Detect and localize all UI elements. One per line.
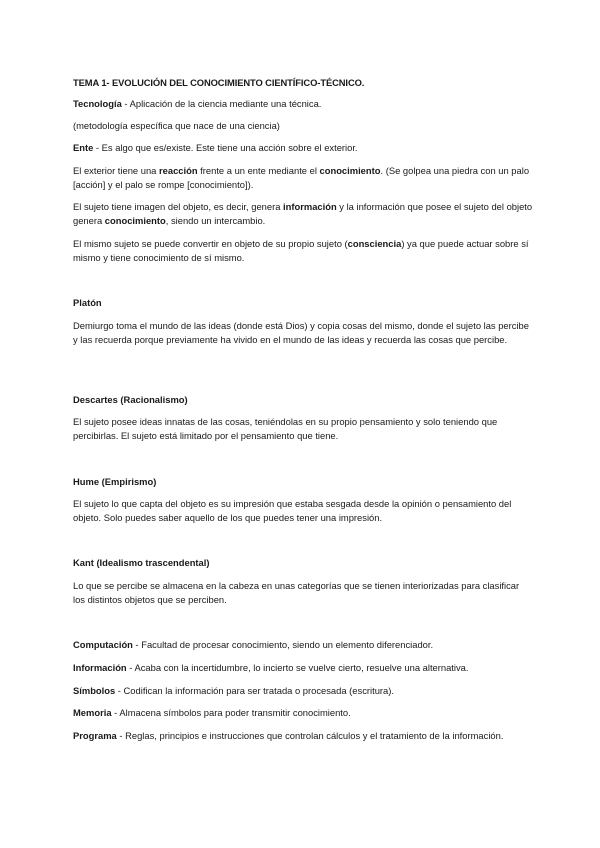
term-tecnologia: Tecnología (73, 98, 122, 109)
definition-text: - Facultad de procesar conocimiento, siendo un elemento diferenciador. (132, 639, 434, 650)
definition-text: - Es algo que es/existe. Este tiene una acción sobre el exterior. (93, 142, 358, 153)
bold-run: información (283, 201, 337, 212)
definition-computacion (73, 638, 533, 652)
heading-descartes: Descartes (Racionalismo) (73, 394, 188, 405)
text-run: El exterior tiene una (73, 165, 159, 176)
paragraph-descartes: El sujeto posee ideas innatas de las cosas, teniéndolas en su propio pensamiento y solo teniendo que percibirlas. El sujeto está limitado por el pensamiento que tiene. (73, 416, 498, 441)
bold-run: reacción (159, 165, 198, 176)
paragraph-sujeto (73, 200, 533, 228)
definition-ente (73, 141, 533, 155)
term-ente: Ente (73, 142, 94, 153)
heading-kant: Kant (Idealismo trascendental) (73, 557, 210, 568)
definition-simbolos (73, 684, 533, 698)
definition-programa (73, 729, 533, 743)
term-computacion: Computación (73, 639, 133, 650)
paragraph-consciencia (73, 237, 533, 265)
paragraph-exterior (73, 164, 533, 192)
text-run: , siendo un intercambio. (165, 215, 266, 226)
term-programa: Programa (73, 730, 117, 741)
text-run: frente a un ente mediante el (197, 165, 320, 176)
text-run: El mismo sujeto se puede convertir en objeto de su propio sujeto ( (73, 238, 348, 249)
text-run: El sujeto tiene imagen del objeto, es decir, genera (73, 201, 284, 212)
bold-run: conocimiento (319, 165, 381, 176)
definition-tecnologia (73, 97, 533, 111)
definition-text: - Almacena símbolos para poder transmitir conocimiento. (111, 707, 351, 718)
definition-informacion (73, 661, 533, 675)
text-run: . (Se golpea una piedra con un palo [acción] y el palo se rompe [conocimiento]). (73, 165, 530, 190)
definition-text: - Aplicación de la ciencia mediante una técnica. (121, 98, 322, 109)
definition-memoria (73, 706, 533, 720)
bold-run: consciencia (347, 238, 402, 249)
document-title: TEMA 1- EVOLUCIÓN DEL CONOCIMIENTO CIENTÍFICO-TÉCNICO. (73, 77, 365, 88)
bold-run: conocimiento (104, 215, 166, 226)
definition-text: - Codifican la información para ser tratada o procesada (escritura). (115, 685, 394, 696)
definition-text: - Acaba con la incertidumbre, lo incierto se vuelve cierto, resuelve una alternativa. (126, 662, 469, 673)
heading-hume: Hume (Empirismo) (73, 476, 157, 487)
paragraph-kant: Lo que se percibe se almacena en la cabeza en unas categorías que se tienen interiorizadas para clasificar los distintos objetos que se perciben. (73, 580, 520, 605)
note-metodologia: (metodología específica que nace de una ciencia) (73, 120, 280, 131)
paragraph-platon: Demiurgo toma el mundo de las ideas (donde está Dios) y copia cosas del mismo, donde el sujeto las percibe y las recuerda porque previamente ha vivido en el mundo de las ideas y recuerda las cosas que percibe. (73, 320, 529, 345)
term-simbolos: Símbolos (73, 685, 116, 696)
text-run: y la información que posee el sujeto del objeto genera (73, 201, 533, 226)
term-informacion: Información (73, 662, 127, 673)
heading-platon: Platón (73, 297, 102, 308)
term-memoria: Memoria (73, 707, 112, 718)
definition-text: - Reglas, principios e instrucciones que controlan cálculos y el tratamiento de la información. (116, 730, 504, 741)
paragraph-hume: El sujeto lo que capta del objeto es su impresión que estaba sesgada desde la opinión o pensamiento del objeto. Solo puedes saber aquello de los que puedes tener una impresión. (73, 498, 512, 523)
text-run: ) ya que puede actuar sobre sí mismo y tiene conocimiento de sí mismo. (73, 238, 529, 263)
